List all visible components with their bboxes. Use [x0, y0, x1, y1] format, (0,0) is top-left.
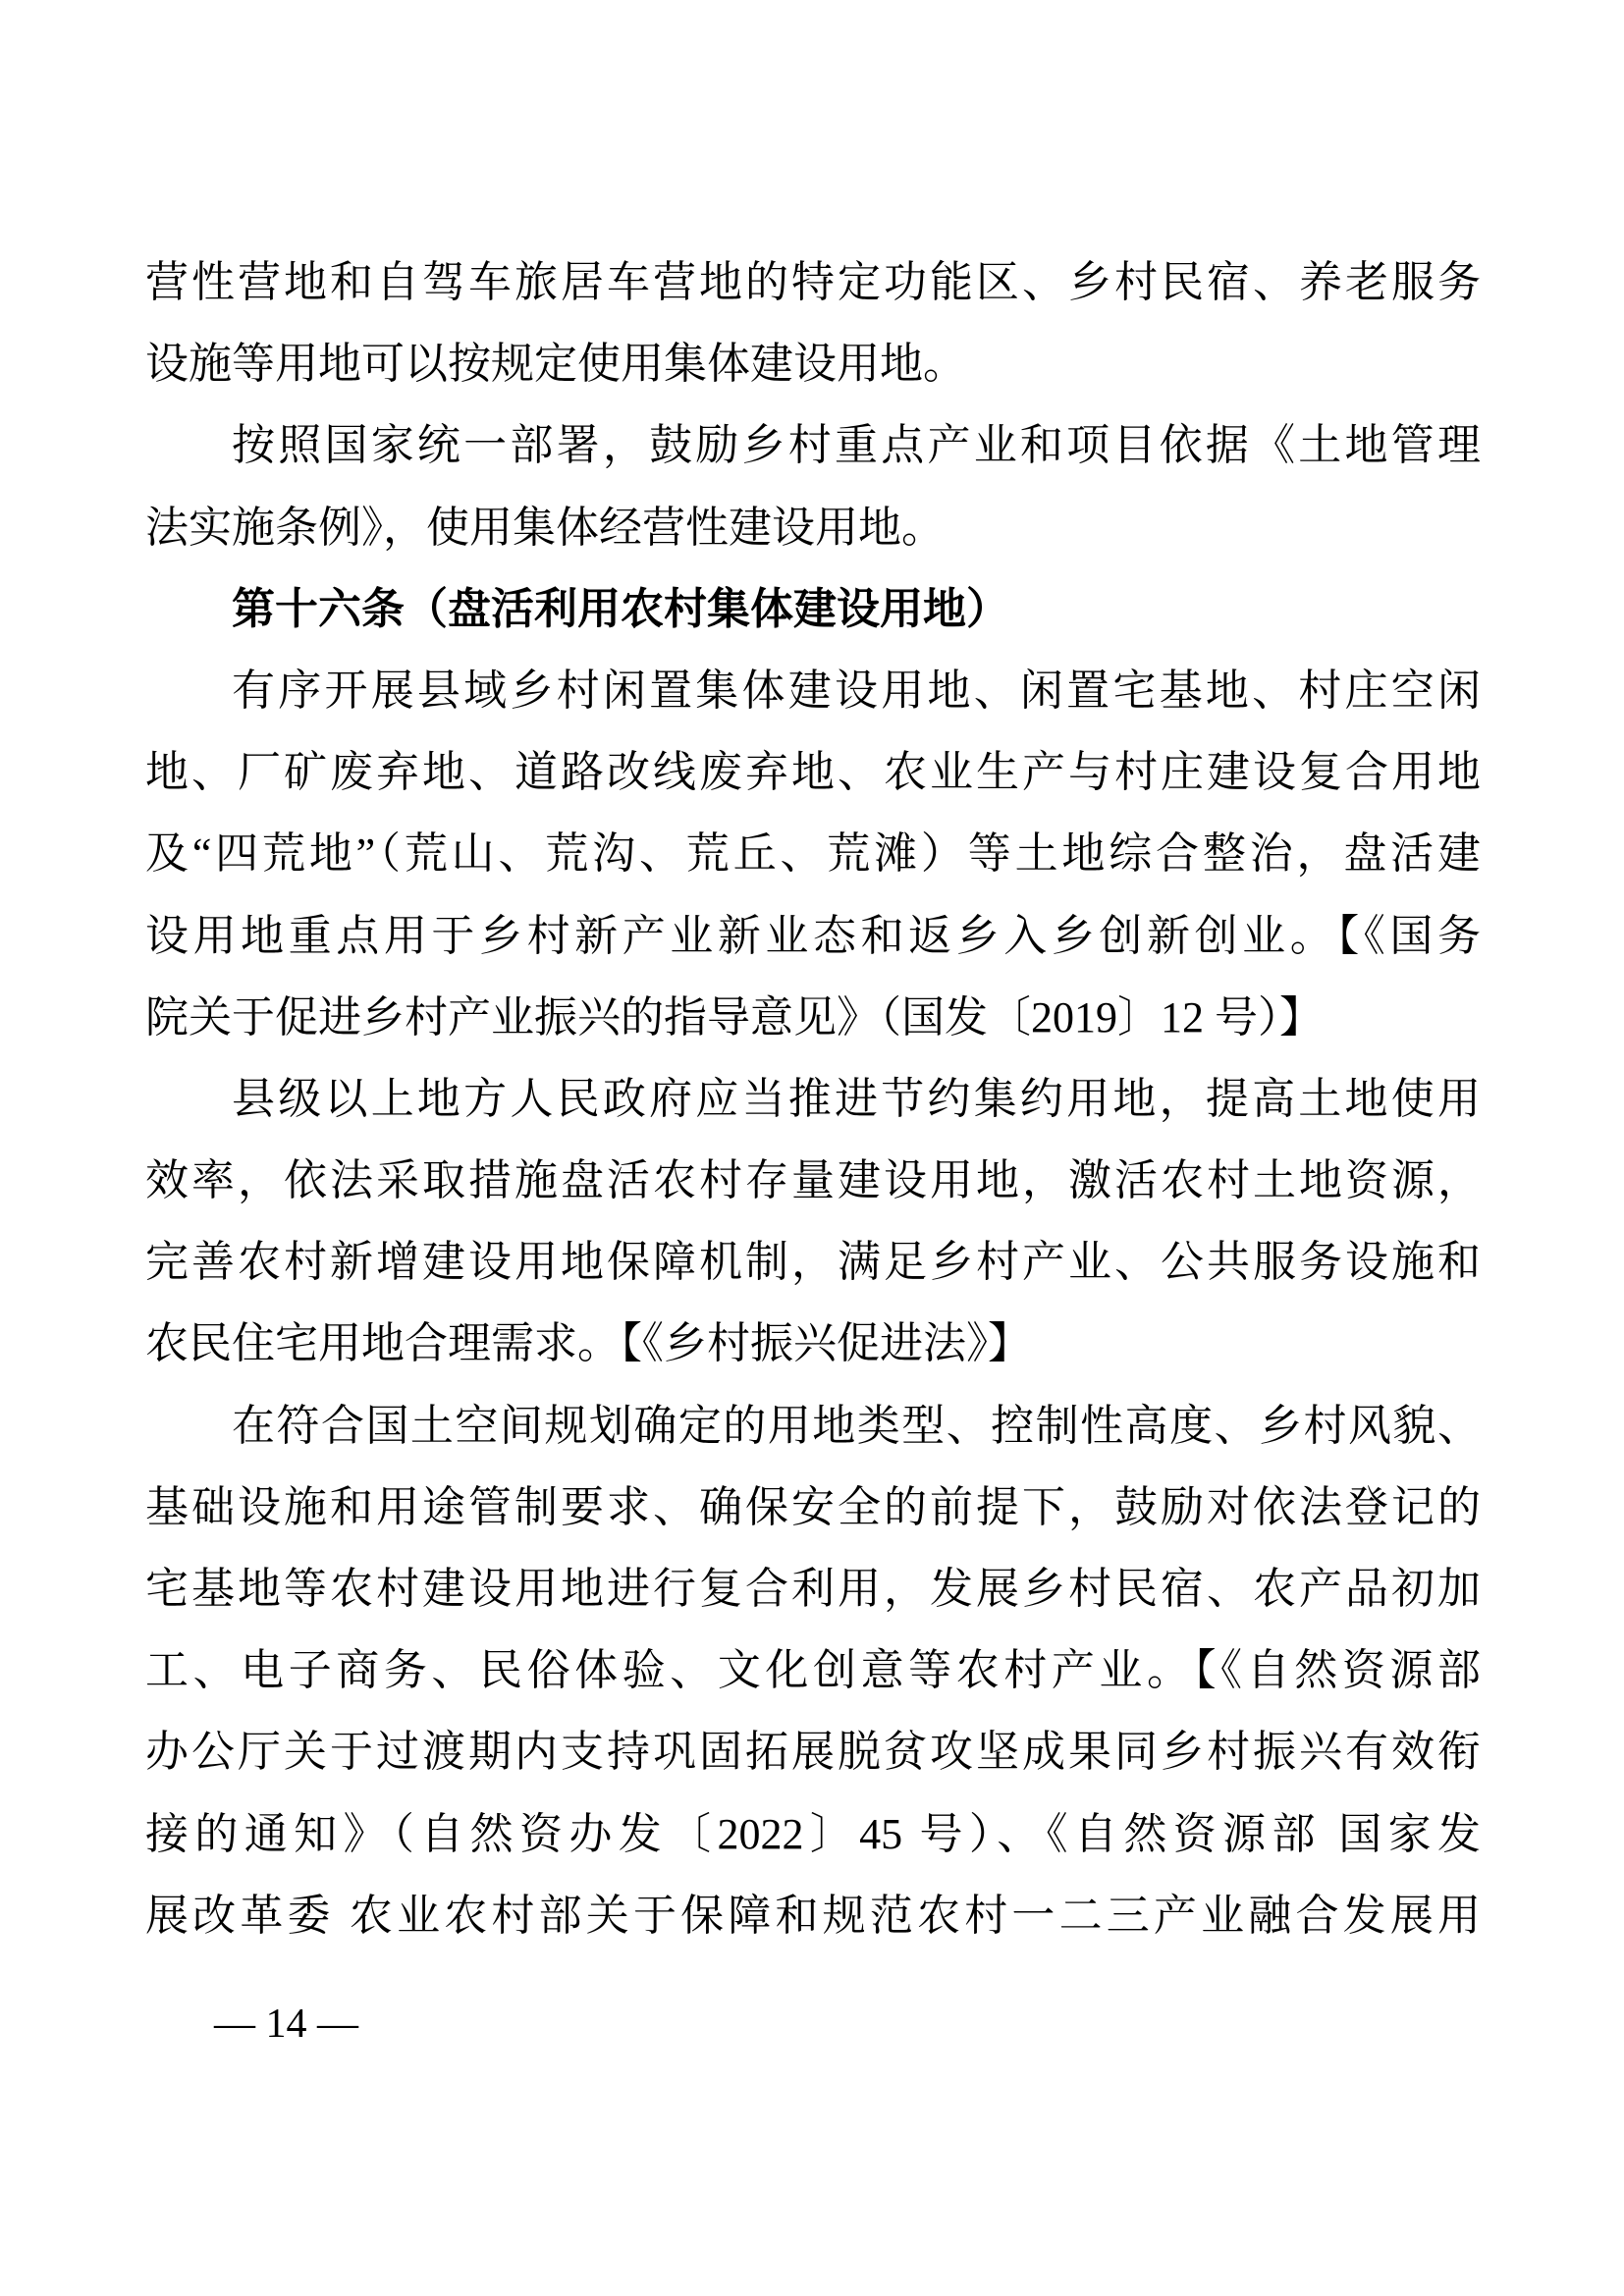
- para6-line6-citation: 接的通知》（自然资办发〔2022〕45 号）、《自然资源部 国家发: [145, 1809, 1481, 1858]
- para4-line4: 设用地重点用于乡村新产业新业态和返乡入乡创新创业。【《国务: [145, 911, 1481, 960]
- para2-line2: 法实施条例》，使用集体经营性建设用地。: [145, 503, 945, 552]
- para4-line5-citation: 院关于促进乡村产业振兴的指导意见》（国发〔2019〕12 号）】: [145, 992, 1323, 1041]
- para6-line5: 办公厅关于过渡期内支持巩固拓展脱贫攻坚成果同乡村振兴有效衔: [145, 1728, 1481, 1777]
- para5-line1: 县级以上地方人民政府应当推进节约集约用地，提高土地使用: [232, 1074, 1481, 1123]
- para1-line2: 设施等用地可以按规定使用集体建设用地。: [145, 340, 966, 389]
- para6-line3: 宅基地等农村建设用地进行复合利用，发展乡村民宿、农产品初加: [145, 1565, 1481, 1613]
- para4-line2: 地、厂矿废弃地、道路改线废弃地、农业生产与村庄建设复合用地: [145, 748, 1481, 797]
- para5-line2: 效率，依法采取措施盘活农村存量建设用地，激活农村土地资源，: [145, 1156, 1481, 1205]
- page-number: — 14 —: [214, 2002, 358, 2047]
- article-16-heading: 第十六条（盘活利用农村集体建设用地）: [232, 584, 1009, 633]
- para6-line2: 基础设施和用途管制要求、确保安全的前提下，鼓励对依法登记的: [145, 1482, 1481, 1531]
- para5-line3: 完善农村新增建设用地保障机制，满足乡村产业、公共服务设施和: [145, 1238, 1481, 1287]
- document-body: [145, 241, 1481, 1956]
- para4-line1: 有序开展县域乡村闲置集体建设用地、闲置宅基地、村庄空闲: [232, 666, 1481, 715]
- para4-line3: 及“四荒地”（荒山、荒沟、荒丘、荒滩）等土地综合整治，盘活建: [145, 829, 1481, 879]
- para1-line1: 营性营地和自驾车旅居车营地的特定功能区、乡村民宿、养老服务: [145, 258, 1481, 306]
- para6-line7-citation: 展改革委 农业农村部关于保障和规范农村一二三产业融合发展用: [145, 1891, 1481, 1940]
- para6-line4: 工、电子商务、民俗体验、文化创意等农村产业。【《自然资源部: [145, 1646, 1481, 1695]
- para2-line1: 按照国家统一部署，鼓励乡村重点产业和项目依据《土地管理: [232, 421, 1481, 470]
- para5-line4-citation: 农民住宅用地合理需求。【《乡村振兴促进法》】: [145, 1319, 1031, 1368]
- para6-line1: 在符合国土空间规划确定的用地类型、控制性高度、乡村风貌、: [232, 1401, 1481, 1450]
